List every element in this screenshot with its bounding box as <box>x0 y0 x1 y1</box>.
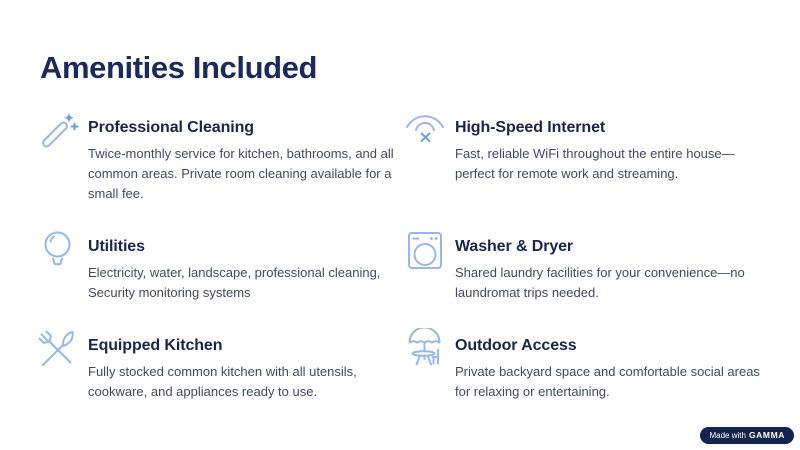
amenity-text <box>455 110 763 184</box>
amenity-title: Professional Cleaning <box>88 119 254 136</box>
amenity-high-speed-internet <box>403 110 770 204</box>
umbrella-icon <box>403 328 447 372</box>
gamma-logo: GAMMA <box>748 430 785 440</box>
amenity-washer-dryer <box>403 229 770 303</box>
amenity-text <box>88 229 396 303</box>
amenity-text <box>88 110 396 204</box>
amenity-description: Fully stocked common kitchen with all utensils, cookware, and appliances ready to use. <box>88 364 357 399</box>
amenity-text <box>455 229 763 303</box>
amenities-grid <box>36 110 770 402</box>
amenity-equipped-kitchen <box>36 328 403 402</box>
badge-prefix: Made with <box>709 431 746 440</box>
utensils-icon <box>36 328 80 372</box>
washing-machine-icon <box>403 229 447 273</box>
amenity-title: Washer & Dryer <box>455 238 574 255</box>
amenity-text <box>455 328 763 402</box>
amenity-title: Outdoor Access <box>455 337 577 354</box>
amenity-description: Twice-monthly service for kitchen, bathrooms, and all common areas. Private room cleaning available for a small fee. <box>88 146 394 201</box>
magic-wand-icon <box>36 110 80 154</box>
amenity-outdoor-access <box>403 328 770 402</box>
amenity-description: Fast, reliable WiFi throughout the entire house—perfect for remote work and streaming. <box>455 146 735 181</box>
amenity-text <box>88 328 396 402</box>
page-title: Amenities Included <box>40 50 318 85</box>
amenity-description: Private backyard space and comfortable social areas for relaxing or entertaining. <box>455 364 760 399</box>
amenity-description: Electricity, water, landscape, professional cleaning, Security monitoring systems <box>88 265 381 300</box>
amenity-description: Shared laundry facilities for your convenience—no laundromat trips needed. <box>455 265 745 300</box>
amenity-title: High-Speed Internet <box>455 119 606 136</box>
amenity-professional-cleaning <box>36 110 403 204</box>
amenity-title: Utilities <box>88 238 145 255</box>
lightbulb-icon <box>36 229 80 273</box>
wifi-icon <box>403 110 447 154</box>
amenity-title: Equipped Kitchen <box>88 337 223 354</box>
amenity-utilities <box>36 229 403 303</box>
made-with-gamma-badge[interactable] <box>700 427 794 444</box>
